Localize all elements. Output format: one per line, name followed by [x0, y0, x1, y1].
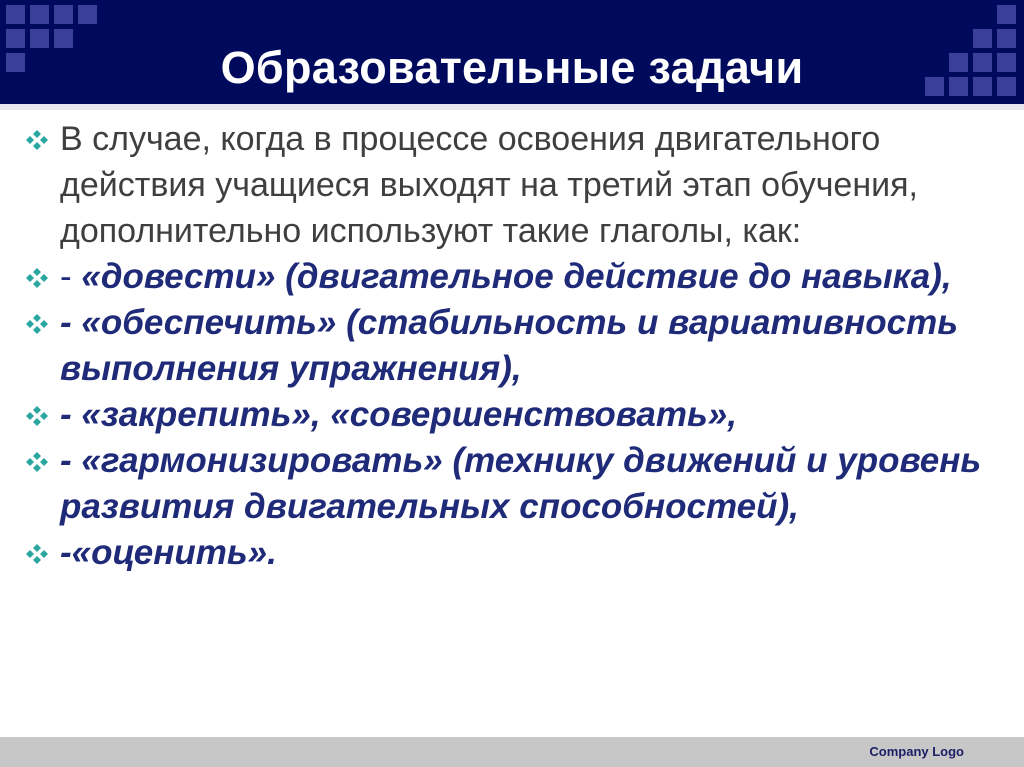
- diamond-cluster-icon: [22, 129, 52, 151]
- slide-title: Образовательные задачи: [220, 42, 804, 93]
- list-item: [22, 254, 1012, 300]
- decor-square: [54, 5, 73, 24]
- item-prefix: -: [60, 257, 82, 296]
- diamond-cluster-icon: [22, 405, 52, 427]
- decor-square: [78, 5, 97, 24]
- decor-square: [6, 5, 25, 24]
- list-item: [22, 438, 1012, 530]
- verb-item: [60, 254, 1012, 300]
- bullet-list: [22, 116, 1012, 576]
- title-bar: [0, 0, 1024, 104]
- verb-item: [60, 438, 1012, 530]
- list-item: [22, 300, 1012, 392]
- diamond-cluster-icon: [22, 313, 52, 335]
- company-logo: Company Logo: [869, 744, 964, 759]
- item-prefix: -: [60, 395, 82, 434]
- diamond-cluster-icon: [22, 267, 52, 289]
- decor-square: [997, 5, 1016, 24]
- list-item: [22, 392, 1012, 438]
- intro-text: В случае, когда в процессе освоения двигательного действия учащиеся выходят на третий этап обучения, дополнительно используют такие глаголы, как:: [60, 120, 918, 250]
- item-text: «довести» (двигательное действие до навыка),: [81, 257, 952, 296]
- item-prefix: -: [60, 303, 82, 342]
- item-text: «обеспечить» (стабильность и вариативность выполнения упражнения),: [60, 303, 959, 388]
- diamond-cluster-icon: [22, 451, 52, 473]
- list-item: [22, 530, 1012, 576]
- footer-bar: [0, 737, 1024, 767]
- list-item: [22, 116, 1012, 254]
- verb-item: [60, 300, 1012, 392]
- item-prefix: -: [60, 441, 82, 480]
- verb-item: [60, 530, 1012, 576]
- item-text: «гармонизировать» (технику движений и уровень развития двигательных способностей),: [60, 441, 982, 526]
- item-text: «оценить».: [71, 533, 277, 572]
- decor-square: [30, 5, 49, 24]
- title-divider: [0, 104, 1024, 110]
- verb-item: [60, 392, 1012, 438]
- item-text: «закрепить», «совершенствовать»,: [81, 395, 737, 434]
- diamond-cluster-icon: [22, 543, 52, 565]
- item-prefix: -: [60, 533, 72, 572]
